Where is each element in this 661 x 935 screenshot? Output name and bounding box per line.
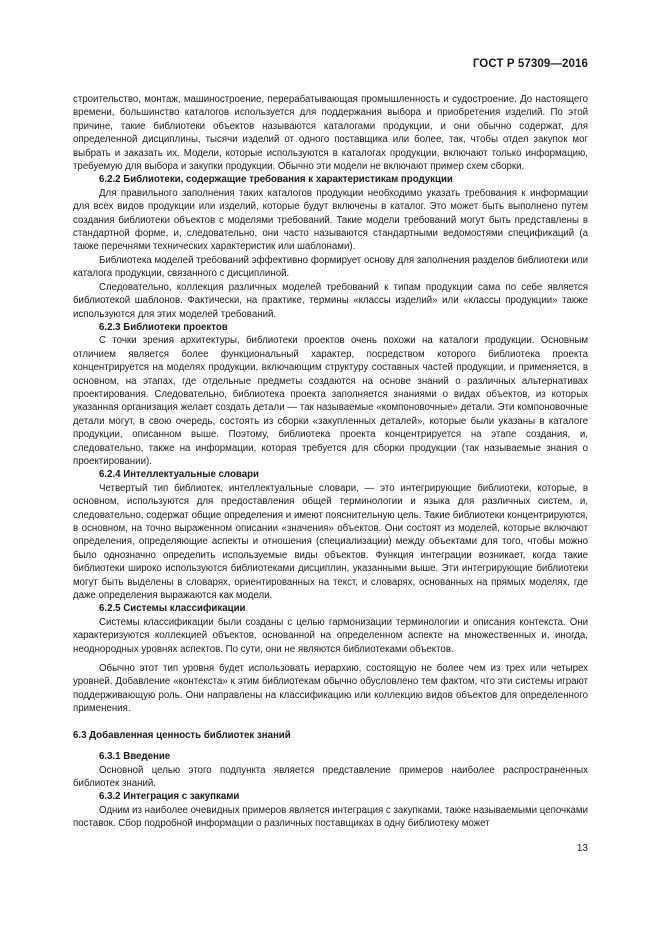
section-heading-6-3: 6.3 Добавленная ценность библиотек знаний xyxy=(73,729,291,741)
section-heading-6-2-5: 6.2.5 Системы классификации xyxy=(99,603,246,615)
paragraph: Одним из наиболее очевидных примеров является интеграция с закупками, также называемыми цепочками поставок. Сбор подробной информации о различных поставщиках в одну библиотеку может xyxy=(73,804,588,830)
paragraph: Основной целью этого подпункта является представление примеров наиболее распространенных библиотек знаний. xyxy=(73,764,588,789)
paragraph: Системы классификации были созданы с целью гармонизации терминологии и описания контекста. Они характеризуются коллекцией объектов, основанной на определенном аспекте на множественных и, иногда, неоднородных уровнях аспектов. По сути, они не являются библиотеками объектов. xyxy=(73,616,588,655)
paragraph: Четвертый тип библиотек, интеллектуальные словари, — это интегрирующие библиотеки, которые, в основном, используются для предоставления общей терминологии и языка для различных систем, и, следовательно, содержат общие определения и имеют пояснительную цель. Такие библиотеки концентрируются, в основном, на точно выраженном описании «значения» объектов. Они состоят из моделей, которые включают определения, определяющие аспекты и отношения (специализации) между объектами для того, чтобы можно было однозначно определить используемые виды объектов. Функция интеграции возникает, когда такие библиотеки широко используются библиотеками дисциплин, указанными выше. Эти интегрирующие библиотеки могут быть выделены в словарях, ориентированных на текст, и словарях, основанных на прямых моделях, где даже определения выражаются как модели. xyxy=(73,482,588,602)
page-content xyxy=(73,93,588,831)
paragraph: Обычно этот тип уровня будет использовать иерархию, состоящую не более чем из трех или четырех уровней. Добавление «контекста» к этим библиотекам обычно обусловлено тем фактом, что эти системы играют поддерживающую роль. Они направлены на классификацию или коллекцию видов объектов для определенного применения. xyxy=(73,663,588,715)
section-heading-6-2-2: 6.2.2 Библиотеки, содержащие требования к характеристикам продукции xyxy=(99,174,453,186)
section-heading-6-3-2: 6.3.2 Интеграция с закупками xyxy=(99,791,240,803)
section-heading-6-3-1: 6.3.1 Введение xyxy=(99,751,171,763)
paragraph: С точки зрения архитектуры, библиотеки проектов очень похожи на каталоги продукции. Основным отличием является более функциональный характер, посредством которого библиотека проекта концентрируется на моделях продукции, включающим структуру составных частей продукции, и применяется, в основном, на этапах, где отдельные предметы создаются на основе знаний о различных альтернативах проектирования. Следовательно, библиотека проекта заполняется знаниями о видах объектов, из которых указанная организация желает создать детали — так называемые «компоновочные» детали. Эти компоновочные детали могут, в свою очередь, состоять из сборки «закупленных деталей», которые были указаны в каталоге продукции, описанном выше. Поэтому, библиотека проекта концентрируется на этапе создания, и, следовательно, также на информации, которая требуется для сборки продукции (так называемые знания о проектировании). xyxy=(73,335,588,467)
document-id: ГОСТ Р 57309—2016 xyxy=(472,58,588,70)
paragraph: Библиотека моделей требований эффективно формирует основу для заполнения разделов библиотеки или каталога продукции, связанного с дисциплиной. xyxy=(73,254,588,280)
section-heading-6-2-3: 6.2.3 Библиотеки проектов xyxy=(99,321,228,333)
paragraph: строительство, монтаж, машиностроение, перерабатывающая промышленность и судостроение. До настоящего времени, большинство каталогов используется для поддержания выбора и приобретения изделий. По этой причине, такие библиотеки объектов называются каталогами продукции, и они обычно содержат, для определенной дисциплины, тысячи изделий от одного поставщика или более, так, чтобы отдел закупок мог выбрать и заказать их. Модели, которые используются в каталогах продукции, включают только информацию, требуемую для выбора и закупки продукции. Обычно эти модели не включают пример схем сборки. xyxy=(73,94,588,173)
section-heading-6-2-4: 6.2.4 Интеллектуальные словари xyxy=(99,469,259,481)
paragraph: Следовательно, коллекция различных моделей требований к типам продукции сама по себе является библиотекой шаблонов. Фактически, на практике, термины «классы изделий» или «классы продукции» также используются для этих моделей требований. xyxy=(73,281,588,320)
paragraph: Для правильного заполнения таких каталогов продукции необходимо указать требования к информации для всех видов продукции или изделий, которые будут включены в каталог. Это может быть выполнено путем создания библиотеки объектов с моделями требований. Такие модели требований могут быть представлены в стандартной форме, и, следовательно, они часто называются стандартными ведомостями спецификаций (а также перечнями технических характеристик или шаблонами). xyxy=(73,187,588,253)
page-number: 13 xyxy=(576,843,588,854)
